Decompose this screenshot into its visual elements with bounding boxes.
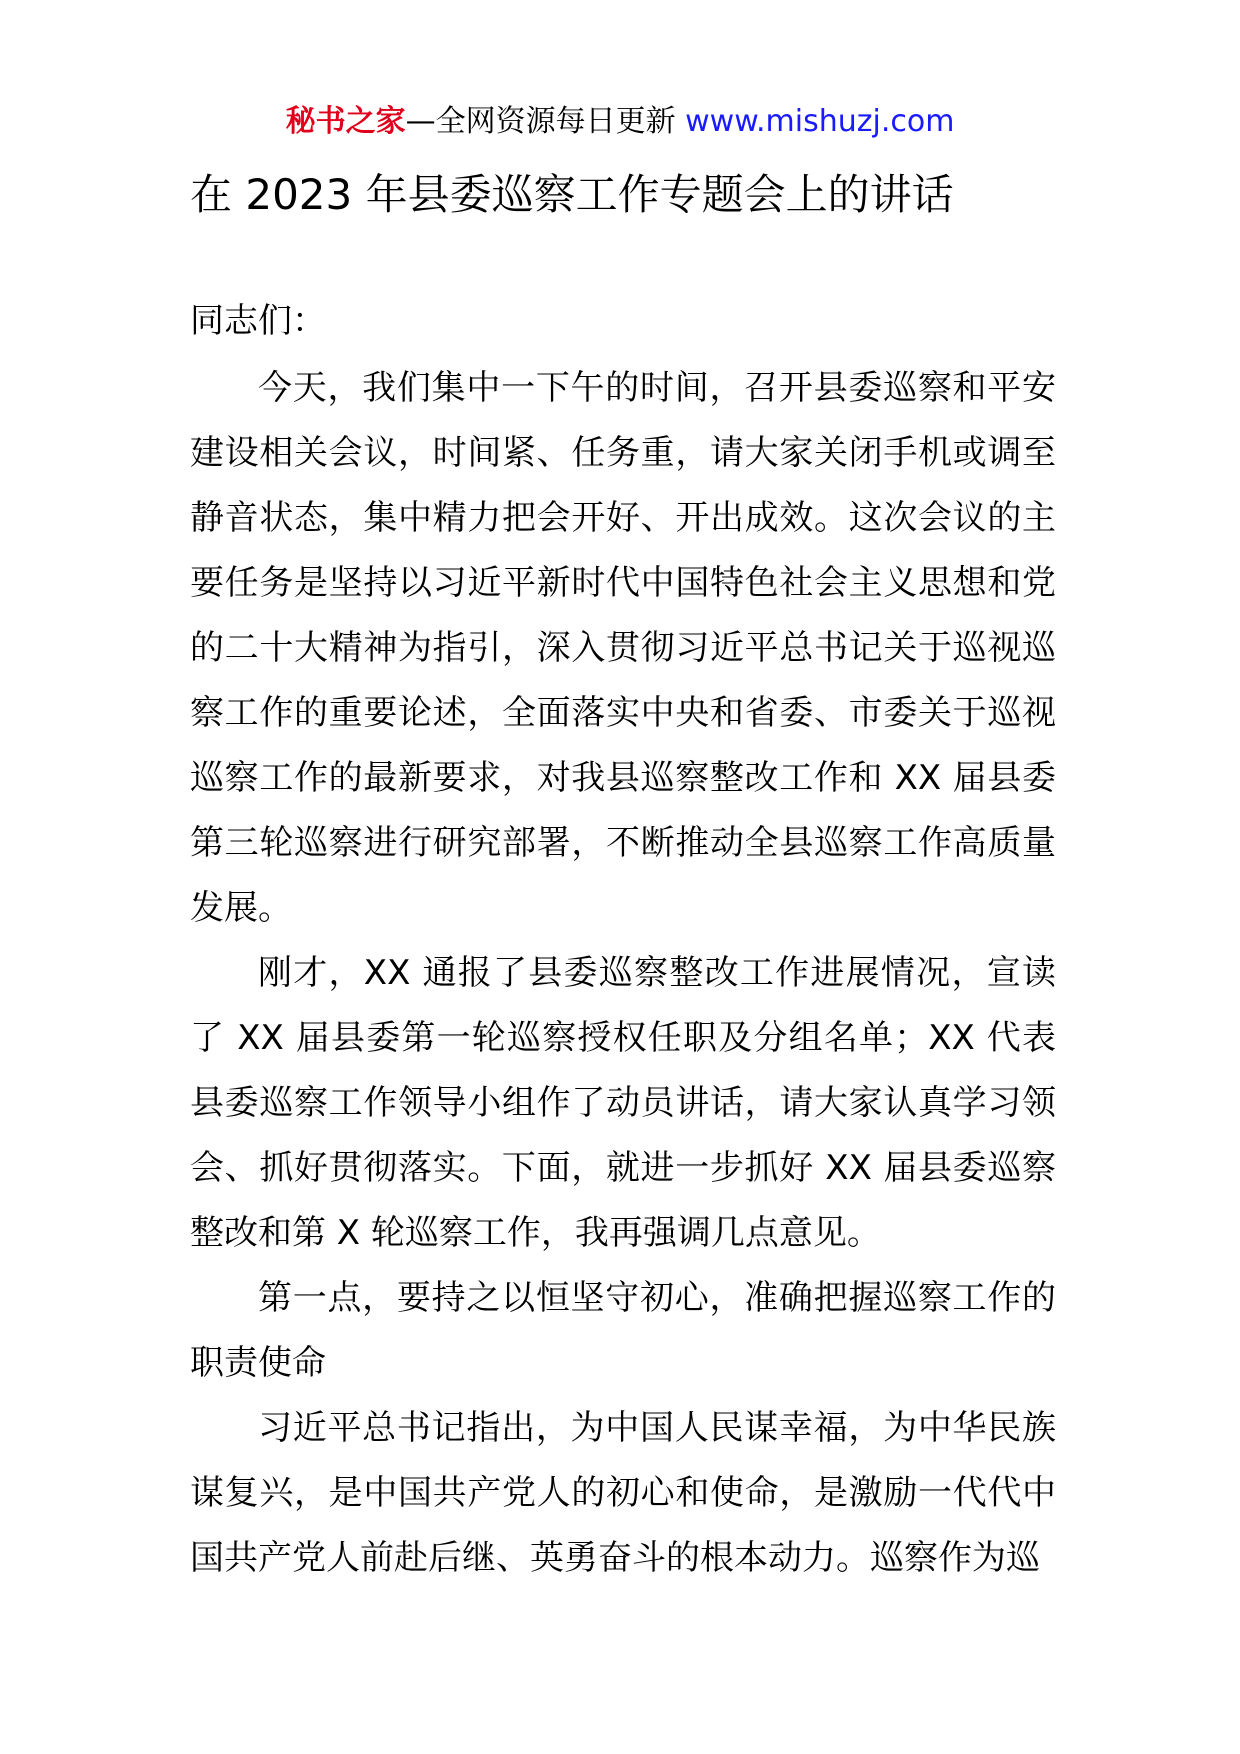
document-title: 在 2023 年县委巡察工作专题会上的讲话 — [190, 170, 954, 219]
site-url-link[interactable]: www.mishuzj.com — [685, 104, 955, 139]
brand-name: 秘书之家 — [285, 104, 406, 139]
paragraph-3: 习近平总书记指出，为中国人民谋幸福，为中华民族谋复兴，是中国共产党人的初心和使命，是激励一代代中国共产党人前赴后继、英勇奋斗的根本动力。巡察作为巡 — [190, 1408, 1056, 1578]
document-body — [190, 356, 1056, 1591]
salutation: 同志们： — [190, 301, 326, 341]
paragraph-2: 刚才，XX 通报了县委巡察整改工作进展情况，宣读了 XX 届县委第一轮巡察授权任职及分组名单；XX 代表县委巡察工作领导小组作了动员讲话，请大家认真学习领会、抓好贯彻落实。下面，就进一步抓好 XX 届县委巡察整改和第 X 轮巡察工作，我再强调几点意见。 — [190, 953, 1056, 1253]
section-heading: 第一点，要持之以恒坚守初心，准确把握巡察工作的职责使命 — [190, 1278, 1056, 1383]
header-tagline: —全网资源每日更新 — [405, 104, 686, 139]
site-header — [0, 100, 1240, 144]
paragraph-1: 今天，我们集中一下午的时间，召开县委巡察和平安建设相关会议，时间紧、任务重，请大家关闭手机或调至静音状态，集中精力把会开好、开出成效。这次会议的主要任务是坚持以习近平新时代中国特色社会主义思想和党的二十大精神为指引，深入贯彻习近平总书记关于巡视巡察工作的重要论述，全面落实中央和省委、市委关于巡视巡察工作的最新要求，对我县巡察整改工作和 XX 届县委第三轮巡察进行研究部署，不断推动全县巡察工作高质量发展。 — [190, 368, 1056, 928]
